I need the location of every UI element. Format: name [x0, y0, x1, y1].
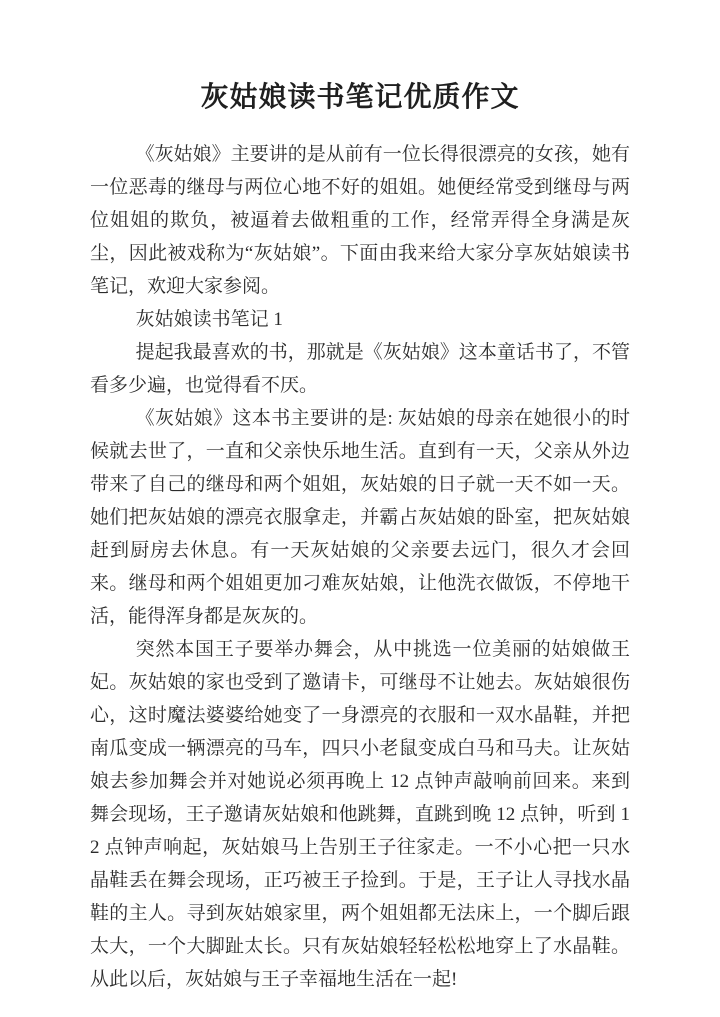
paragraph-ball-and-ending: 突然本国王子要举办舞会，从中挑选一位美丽的姑娘做王妃。灰姑娘的家也受到了邀请卡，可继母不让她去。灰姑娘很伤心，这时魔法婆婆给她变了一身漂亮的衣服和一双水晶鞋，并把南瓜变成一辆漂亮的马车，四只小老鼠变成白马和马夫。让灰姑娘去参加舞会并对她说必须再晚上 12 点钟声敲响前回来。来到舞会现场，王子邀请灰姑娘和他跳舞，直跳到晚 12 点钟，听到 12 点钟声响起，灰姑娘马上告别王子往家走。一不小心把一只水晶鞋丢在舞会现场，正巧被王子捡到。于是，王子让人寻找水晶鞋的主人。寻到灰姑娘家里，两个姐姐都无法床上，一个脚后跟太大，一个大脚趾太长。只有灰姑娘轻轻松松地穿上了水晶鞋。从此以后，灰姑娘与王子幸福地生活在一起! — [90, 639, 630, 990]
document-title: 灰姑娘读书笔记优质作文 — [200, 82, 520, 113]
section-heading-note-1: 灰姑娘读书笔记 1 — [135, 309, 283, 330]
paragraph-favorite-book: 提起我最喜欢的书，那就是《灰姑娘》这本童话书了，不管看多少遍，也觉得看不厌。 — [90, 342, 630, 396]
document-body — [90, 138, 630, 996]
paragraph-story-summary: 《灰姑娘》这本书主要讲的是: 灰姑娘的母亲在她很小的时候就去世了，一直和父亲快乐地生活。直到有一天，父亲从外边带来了自己的继母和两个姐姐，灰姑娘的日子就一天不如一天。她们把灰姑娘的漂亮衣服拿走，并霸占灰姑娘的卧室，把灰姑娘赶到厨房去休息。有一天灰姑娘的父亲要去远门，很久才会回来。继母和两个姐姐更加刁难灰姑娘，让他洗衣做饭，不停地干活，能得浑身都是灰灰的。 — [90, 408, 630, 627]
paragraph-intro: 《灰姑娘》主要讲的是从前有一位长得很漂亮的女孩，她有一位恶毒的继母与两位心地不好的姐姐。她便经常受到继母与两位姐姐的欺负，被逼着去做粗重的工作，经常弄得全身满是灰尘，因此被戏称为“灰姑娘”。下面由我来给大家分享灰姑娘读书笔记，欢迎大家参阅。 — [90, 144, 630, 297]
